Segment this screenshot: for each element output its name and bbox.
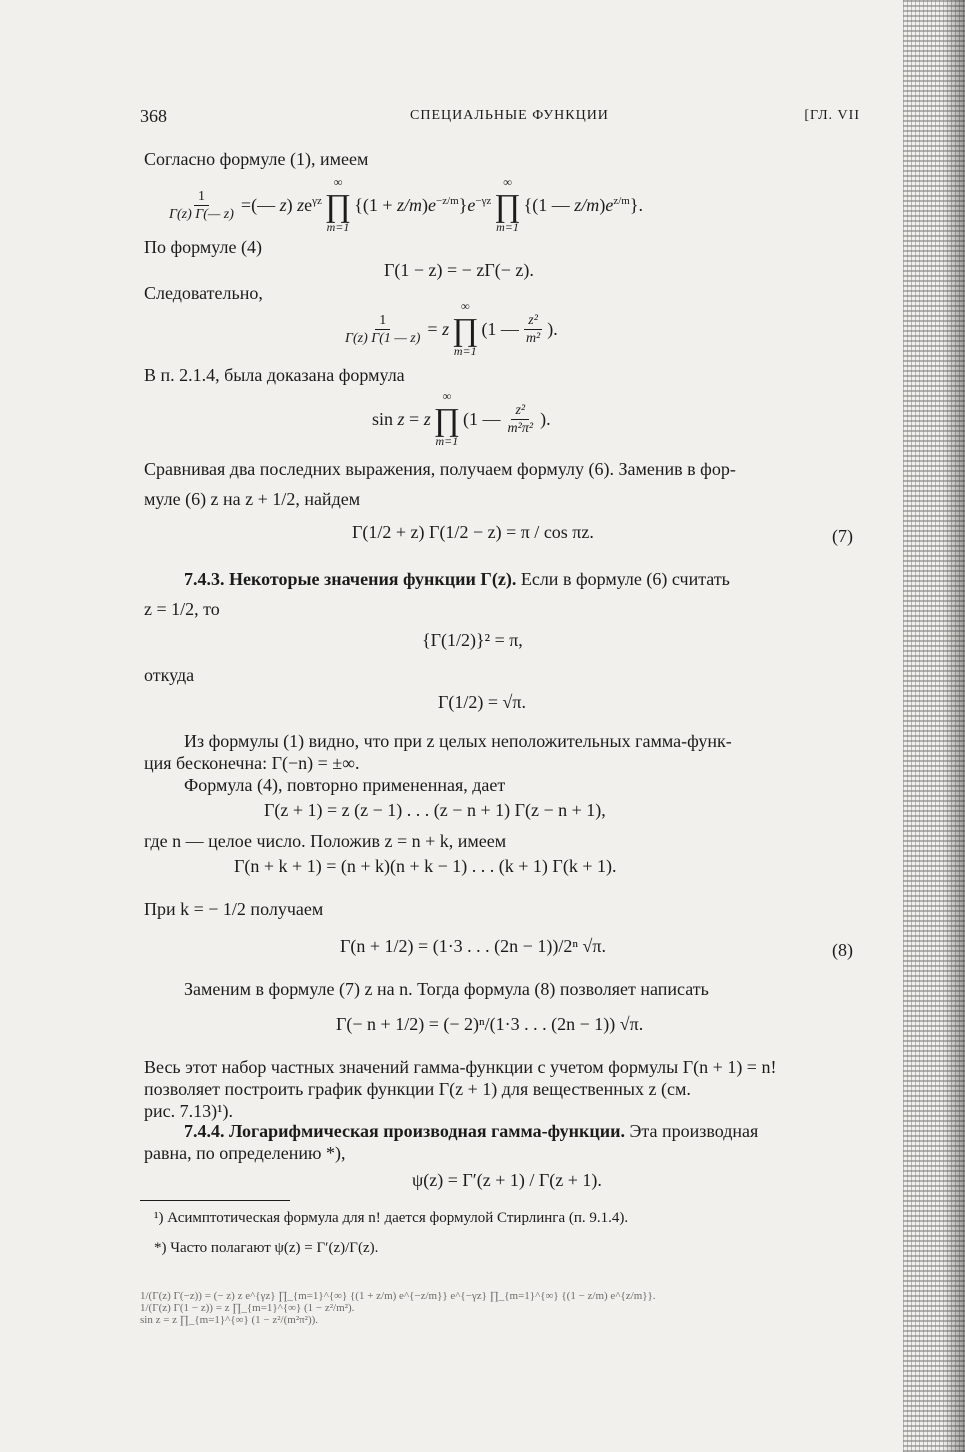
equation-4-source: sin z = z ∏_{m=1}^{∞} (1 − z²/(m²π²)). <box>140 1314 319 1326</box>
footnote-rule <box>140 1200 290 1201</box>
paragraph-7a: Из формулы (1) видно, что при z целых неположительных гамма-функ- <box>184 731 732 751</box>
equation-1-visual: $\frac{1}{\Gamma(z) \Gamma(— z)}$ =(— z) $ze^{\gamma z}$ ∞ ∏ m=1 $\{(1 + z/m)e^{-z/m}\}e^{-\gamma z}$ ∞ ∏ m=1 {(1 — $z/m)e^{z/m}$}. <box>169 175 643 234</box>
equation-5: Γ(1/2 + z) Γ(1/2 − z) = π / cos πz. <box>352 522 594 542</box>
equation-8: Γ(z + 1) = z (z − 1) . . . (z − n + 1) Γ(z − n + 1), <box>264 800 606 820</box>
scan-edge-shadow <box>943 0 965 1452</box>
page-header <box>140 106 860 130</box>
paragraph-12b: позволяет построить график функции Γ(z + 1) для вещественных z (см. <box>144 1079 691 1099</box>
equation-number-7: (7) <box>832 526 853 546</box>
section-7-4-3-line <box>184 566 730 592</box>
running-title: СПЕЦИАЛЬНЫЕ ФУНКЦИИ <box>410 108 609 123</box>
paragraph-12a: Весь этот набор частных значений гамма-функции с учетом формулы Γ(n + 1) = n! <box>144 1057 777 1077</box>
paragraph-5a: Сравнивая два последних выражения, получаем формулу (6). Заменив в фор- <box>144 459 736 479</box>
paragraph-2: По формуле (4) <box>144 237 262 257</box>
equation-number-8: (8) <box>832 940 853 960</box>
paragraph-7b: ция бесконечна: Γ(−n) = ±∞. <box>144 753 360 773</box>
paragraph-6: откуда <box>144 665 195 685</box>
paragraph-8: Формула (4), повторно примененная, дает <box>184 775 506 795</box>
paragraph-5b: муле (6) z на z + 1/2, найдем <box>144 489 361 509</box>
section-7-4-3-heading: 7.4.3. Некоторые значения функции Γ(z). <box>184 569 517 589</box>
equation-10: Γ(n + 1/2) = (1·3 . . . (2n − 1))/2ⁿ √π. <box>340 936 606 956</box>
footnote-2: *) Часто полагают ψ(z) = Γ′(z)/Γ(z). <box>154 1240 379 1256</box>
section-7-4-3-text: Если в формуле (6) считать <box>520 569 730 589</box>
paragraph-11: Заменим в формуле (7) z на n. Тогда формула (8) позволяет написать <box>184 979 709 999</box>
section-7-4-3-continuation: z = 1/2, то <box>144 599 220 619</box>
equation-9: Γ(n + k + 1) = (n + k)(n + k − 1) . . . (k + 1) Γ(k + 1). <box>234 856 617 876</box>
equation-6: {Γ(1/2)}² = π, <box>422 630 523 650</box>
paragraph-13: равна, по определению *), <box>144 1143 346 1163</box>
paragraph-12c: рис. 7.13)¹). <box>144 1101 234 1121</box>
equation-3-source: 1/(Γ(z) Γ(1 − z)) = z ∏_{m=1}^{∞} (1 − z²/m²). <box>140 1302 355 1314</box>
page-number: 368 <box>140 106 167 126</box>
equation-1-source: 1/(Γ(z) Γ(−z)) = (− z) z e^{γz} ∏_{m=1}^{∞} {(1 + z/m) e^{−z/m}} e^{−γz} ∏_{m=1}^{∞} {(1 − z/m) e^{z/m}}. <box>140 1290 656 1302</box>
paragraph-4: В п. 2.1.4, была доказана формула <box>144 365 405 385</box>
equation-2: Γ(1 − z) = − zΓ(− z). <box>384 260 534 280</box>
paragraph-1: Согласно формуле (1), имеем <box>144 149 369 169</box>
equation-11: Γ(− n + 1/2) = (− 2)ⁿ/(1·3 . . . (2n − 1)) √π. <box>336 1014 644 1034</box>
section-7-4-4-heading: 7.4.4. Логарифмическая производная гамма-функции. <box>184 1121 625 1141</box>
paragraph-10: При k = − 1/2 получаем <box>144 899 324 919</box>
book-page <box>140 100 860 1400</box>
equation-3-visual: $\frac{1}{\Gamma(z) \Gamma(1 — z)}$ = z ∞ ∏ m=1 (1 — $\frac{\text{z²}}{\text{m²}}$ ). <box>345 299 558 358</box>
chapter-label: [ГЛ. VII <box>804 108 860 123</box>
equation-12: ψ(z) = Γ′(z + 1) / Γ(z + 1). <box>412 1170 602 1190</box>
section-7-4-4-text: Эта производная <box>629 1121 759 1141</box>
equation-source-list <box>140 1290 840 1326</box>
equation-7: Γ(1/2) = √π. <box>438 692 527 712</box>
paragraph-3: Следовательно, <box>144 283 263 303</box>
equation-4-visual: sin z = z ∞ ∏ m=1 (1 — $\frac{\text{z²}}{\text{m²π²}}$ ). <box>372 389 551 448</box>
paragraph-9: где n — целое число. Положив z = n + k, имеем <box>144 831 507 851</box>
footnote-1: ¹) Асимптотическая формула для n! дается формулой Стирлинга (п. 9.1.4). <box>154 1210 629 1226</box>
